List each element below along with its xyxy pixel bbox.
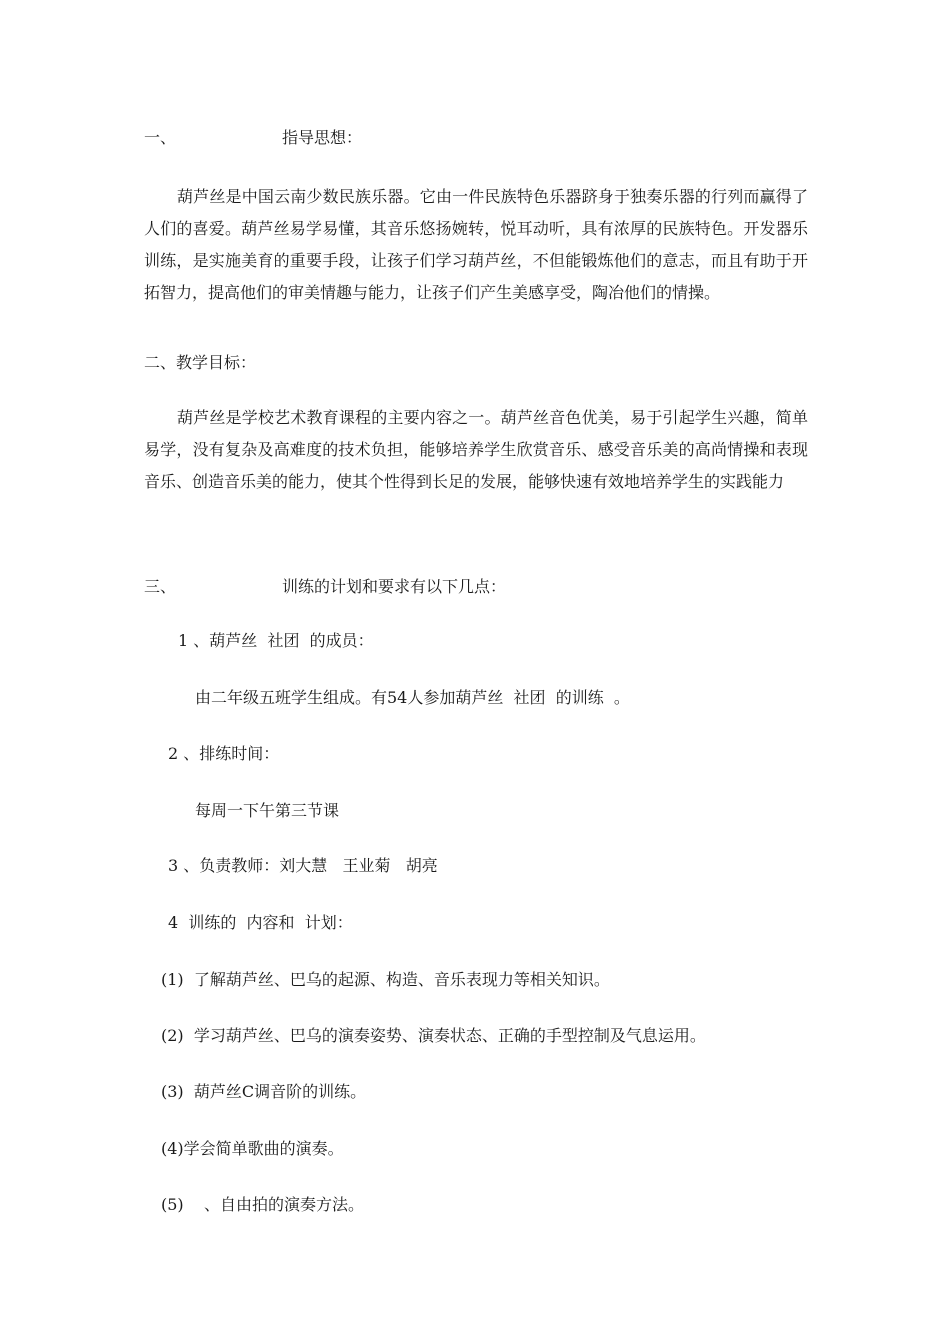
item3-title: 3 、负责教师：刘大慧 王业菊 胡亮 [168,856,438,875]
teaching-goal-paragraph: 葫芦丝是学校艺术教育课程的主要内容之一。葫芦丝音色优美，易于引起学生兴趣，简单易学，没有复杂及高难度的技术负担，能够培养学生欣赏音乐、感受音乐美的高尚情操和表现音乐、创造音乐美的能力，使其个性得到长足的发展，能够快速有效地培养学生的实践能力 [144,408,808,491]
section3-number: 三、 [144,577,177,596]
item4-title: 4 训练的 内容和 计划： [168,913,353,932]
plan-item-4: (4)学会简单歌曲的演奏。 [161,1139,344,1158]
item1-title: 1 、葫芦丝 社团 的成员： [178,631,374,650]
section1-number: 一、 [144,128,177,147]
section3-title: 训练的计划和要求有以下几点： [282,577,507,596]
section1-title: 指导思想： [282,128,363,147]
plan-item-1: (1) 了解葫芦丝、巴乌的起源、构造、音乐表现力等相关知识。 [161,970,610,989]
item1-body: 由二年级五班学生组成。有54人参加葫芦丝 社团 的训练 。 [195,688,630,707]
item2-body: 每周一下午第三节课 [195,801,340,820]
item2-title: 2 、排练时间： [168,744,280,763]
plan-item-3: (3) 葫芦丝C调音阶的训练。 [161,1082,367,1101]
section2-title: 二、教学目标： [144,353,257,372]
plan-item-2: (2) 学习葫芦丝、巴乌的演奏姿势、演奏状态、正确的手型控制及气息运用。 [161,1026,706,1045]
plan-item-5: (5) 、自由拍的演奏方法。 [161,1195,365,1214]
guiding-thought-paragraph: 葫芦丝是中国云南少数民族乐器。它由一件民族特色乐器跻身于独奏乐器的行列而赢得了人们的喜爱。葫芦丝易学易懂，其音乐悠扬婉转，悦耳动听，具有浓厚的民族特色。开发器乐训练，是实施美育的重要手段，让孩子们学习葫芦丝，不但能锻炼他们的意志，而且有助于开拓智力，提高他们的审美情趣与能力，让孩子们产生美感享受，陶冶他们的情操。 [144,187,808,302]
